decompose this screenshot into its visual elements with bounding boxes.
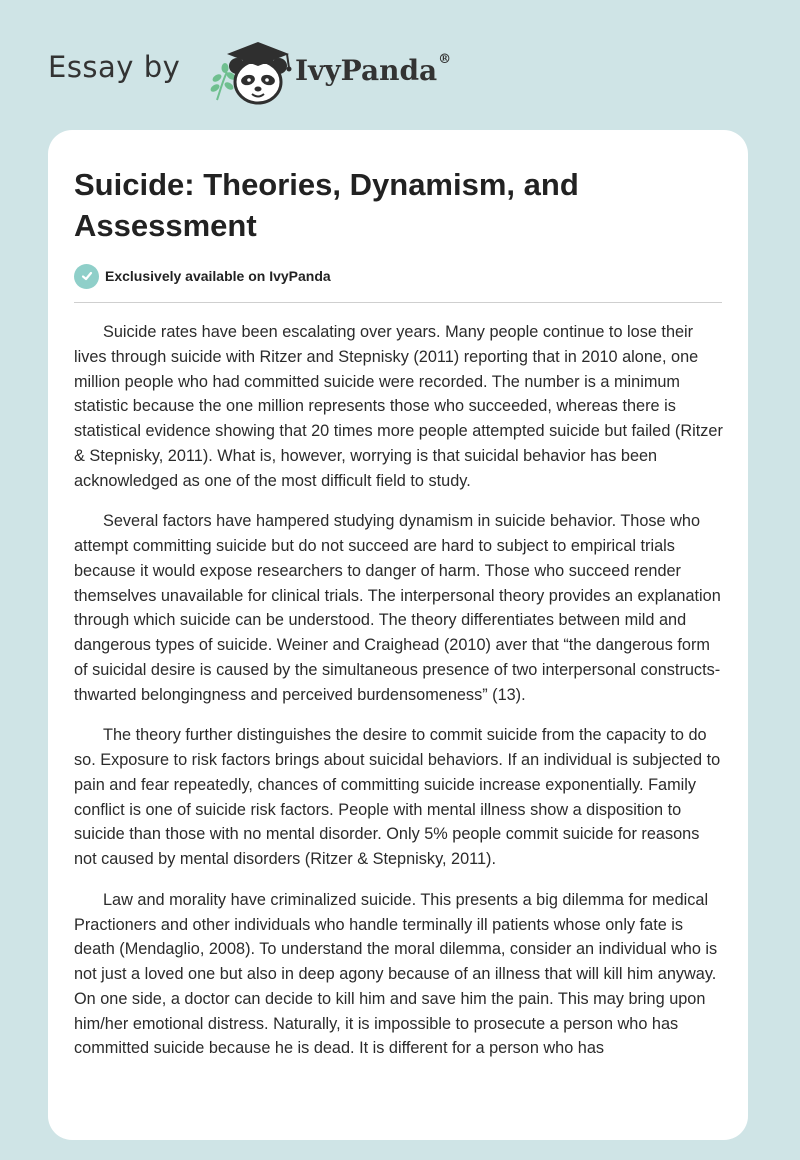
divider — [74, 302, 722, 303]
exclusive-badge-label: Exclusively available on IvyPanda — [105, 268, 331, 284]
exclusive-badge — [74, 263, 331, 289]
essay-title: Suicide: Theories, Dynamism, and Assessment — [74, 167, 579, 243]
paragraph: Suicide rates have been escalating over years. Many people continue to lose their lives through suicide with Ritzer and Stepnisky (2011) reporting that in 2010 alone, one million people who had committed suicide were recorded. The number is a minimum statistic because the one million represents those who succeeded, whereas there is statistical evidence showing that 20 times more people attempted suicide but failed (Ritzer & Stepnisky, 2011). What is, however, worrying is that suicidal behavior has been acknowledged as one of the most difficult field to study. — [74, 323, 723, 490]
panda-graduate-icon[interactable] — [203, 36, 308, 108]
essay-by-label: Essay by — [48, 50, 181, 84]
registered-mark: ® — [438, 52, 452, 67]
essay-card — [48, 130, 748, 1140]
check-icon — [74, 264, 99, 289]
essay-body — [74, 320, 726, 1077]
brand-name[interactable]: IvyPanda® — [295, 52, 452, 87]
paragraph: Several factors have hampered studying dynamism in suicide behavior. Those who attempt committing suicide but do not succeed are hard to subject to empirical trials because it would expose researchers to danger of harm. Those who succeed render themselves unavailable for clinical trials. The interpersonal theory provides an explanation through which suicide can be understood. The theory differentiates between mild and dangerous types of suicide. Weiner and Craighead (2010) aver that “the dangerous form of suicidal desire is caused by the simultaneous presence of two interpersonal constructs-thwarted belongingness and perceived burdensomeness” (13). — [74, 512, 721, 704]
site-header — [48, 36, 488, 106]
paragraph: The theory further distinguishes the desire to commit suicide from the capacity to do so. Exposure to risk factors brings about suicidal behaviors. If an individual is subjected to pain and fear repeatedly, chances of committing suicide increase exponentially. Family conflict is one of suicide risk factors. People with mental illness show a disposition to suicide than those with no mental disorder. Only 5% people commit suicide for reasons not caused by mental disorders (Ritzer & Stepnisky, 2011). — [74, 726, 721, 868]
paragraph: Law and morality have criminalized suicide. This presents a big dilemma for medical Practioners and other individuals who handle terminally ill patients whose only fate is death (Mendaglio, 2008). To understand the moral dilemma, consider an individual who is not just a loved one but also in deep agony because of an illness that will kill him anyway. On one side, a doctor can decide to kill him and save him the pain. This may bring upon him/her emotional distress. Naturally, it is impossible to prosecute a person who has committed suicide because he is dead. It is different for a person who has — [74, 890, 718, 1058]
